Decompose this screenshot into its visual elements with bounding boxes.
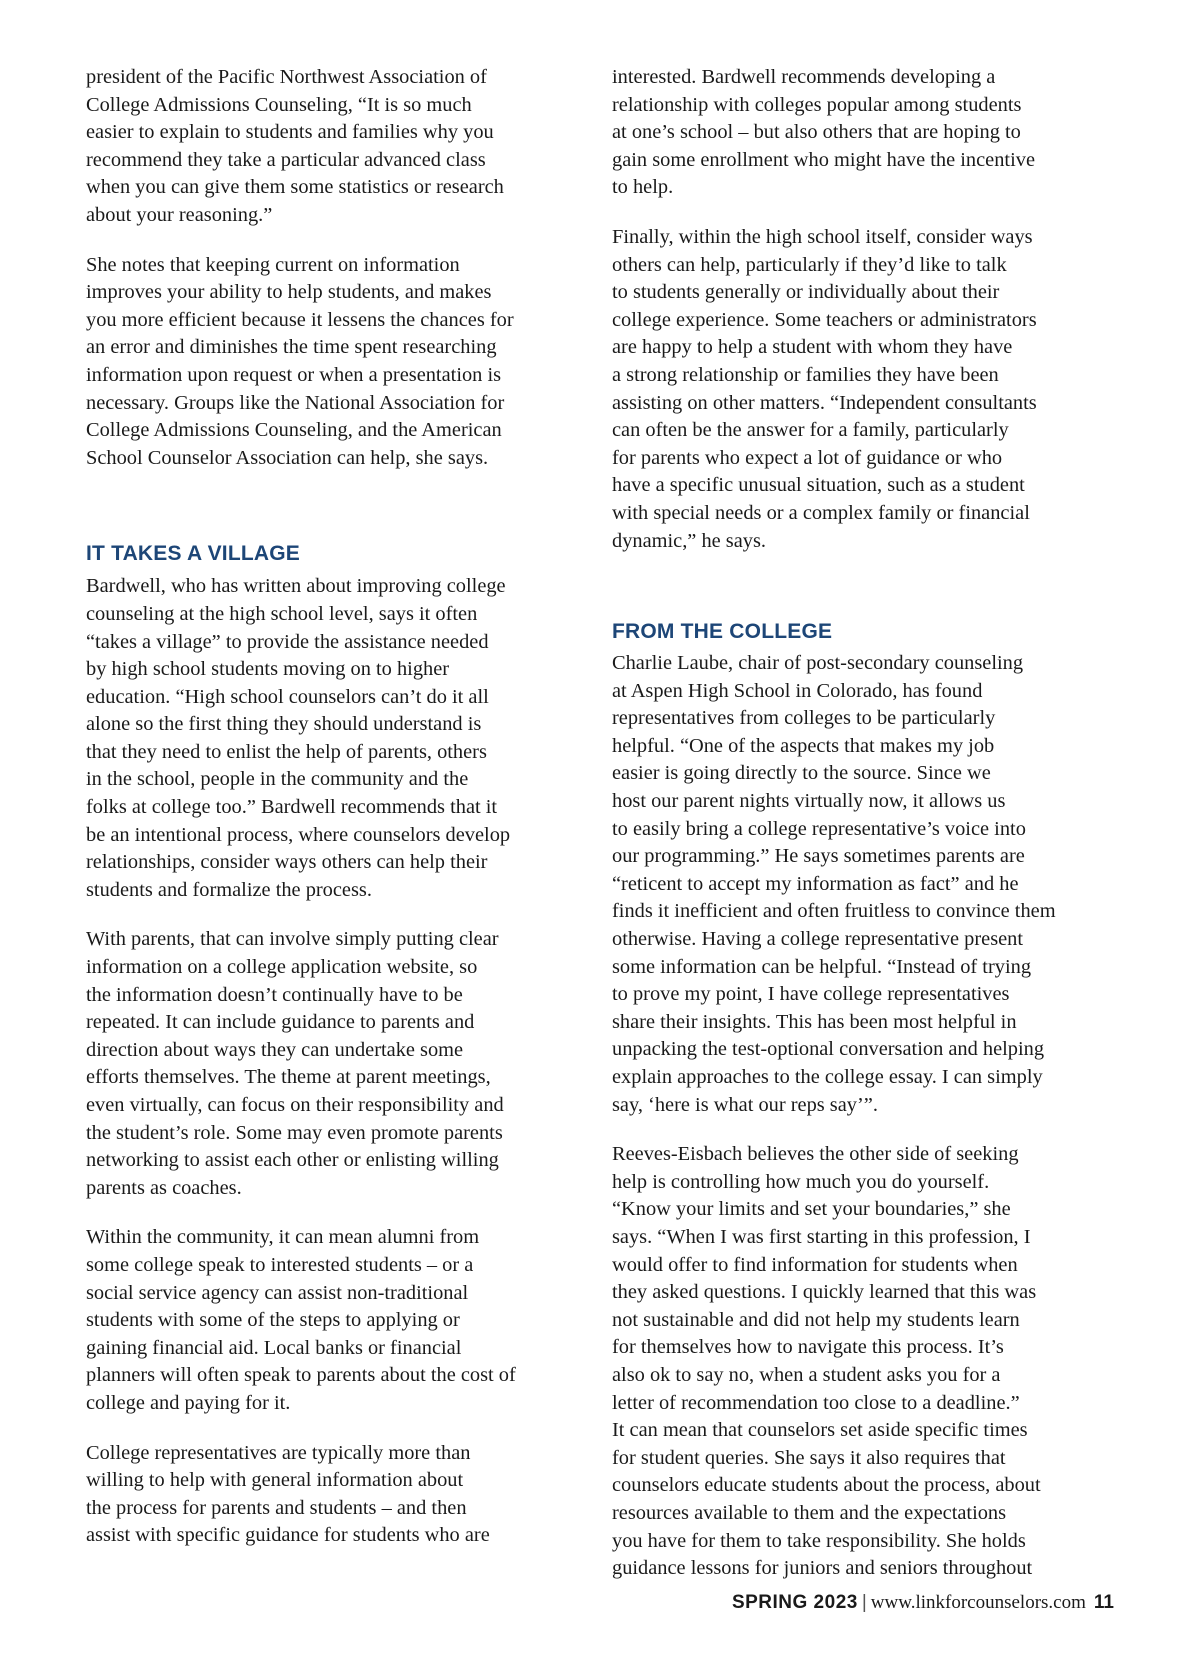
left-paragraph-2: She notes that keeping current on information improves your ability to help students, and makes you more efficient because it lessens the chances for an error and diminishes the time spent researching information upon request or when a presentation is necessary. Groups like the National Association for College Admissions Counseling, and the American School Counselor Association can help, she says. [86, 253, 514, 469]
section-heading-college: FROM THE COLLEGE [612, 620, 833, 644]
left-paragraph-1: president of the Pacific Northwest Association of College Admissions Counseling, “It is so much easier to explain to students and families why you recommend they take a particular advanced class when you can give them some statistics or research about your reasoning.” [86, 66, 504, 226]
left-paragraph-6: College representatives are typically more than willing to help with general information about the process for parents and students – and then assist with specific guidance for students who are [86, 1441, 490, 1547]
issue-season: SPRING 2023 [731, 1592, 858, 1613]
right-paragraph-3: Charlie Laube, chair of post-secondary counseling at Aspen High School in Colorado, has found representatives from colleges to be particularly helpful. “One of the aspects that makes my job easier is going directly to the source. Since we host our parent nights virtually now, it allows us to easily bring a college representative’s voice into our programming.” He says sometimes parents are “reticent to accept my information as fact” and he finds it inefficient and often fruitless to convince them otherwise. Having a college representative present some information can be helpful. “Instead of trying to prove my point, I have college representatives share their insights. This has been most helpful in unpacking the test-optional conversation and helping explain approaches to the college essay. I can simply say, ‘here is what our reps say’”. [612, 652, 1056, 1116]
left-paragraph-3: Bardwell, who has written about improving college counseling at the high school level, says it often “takes a village” to provide the assistance needed by high school students moving on to higher education. “High school counselors can’t do it all alone so the first thing they should understand is that they need to enlist the help of parents, others in the school, people in the community and the folks at college too.” Bardwell recommends that it be an intentional process, where counselors develop relationships, consider ways others can help their students and formalize the process. [86, 575, 511, 901]
left-paragraph-5: Within the community, it can mean alumni from some college speak to interested students – or a social service agency can assist non-traditional students with some of the steps to applying or gaining financial aid. Local banks or financial planners will often speak to parents about the cost of college and paying for it. [86, 1226, 516, 1414]
section-heading-village: IT TAKES A VILLAGE [86, 542, 300, 566]
website-link[interactable]: www.linkforcounselors.com [870, 1592, 1086, 1613]
page-number: 11 [1093, 1592, 1114, 1613]
footer-separator: | [861, 1592, 867, 1613]
page-footer [732, 1592, 1114, 1614]
right-paragraph-1: interested. Bardwell recommends developing a relationship with colleges popular among students at one’s school – but also others that are hoping to gain some enrollment who might have the incentive to help. [612, 66, 1035, 199]
left-paragraph-4: With parents, that can involve simply putting clear information on a college application website, so the information doesn’t continually have to be repeated. It can include guidance to parents and direction about ways they can undertake some efforts themselves. The theme at parent meetings, even virtually, can focus on their responsibility and the student’s role. Some may even promote parents networking to assist each other or enlisting willing parents as coaches. [86, 928, 504, 1199]
right-column [612, 64, 1116, 1583]
right-paragraph-4: Reeves-Eisbach believes the other side of seeking help is controlling how much you do yourself. “Know your limits and set your boundaries,” she says. “When I was first starting in this profession, I would offer to find information for students when they asked questions. I quickly learned that this was not sustainable and did not help my students learn for themselves how to navigate this process. It’s also ok to say no, when a student asks you for a letter of recommendation too close to a deadline.” It can mean that counselors set aside specific times for student queries. She says it also requires that counselors educate students about the process, about resources available to them and the expectations you have for them to take responsibility. She holds guidance lessons for juniors and seniors throughout [612, 1143, 1041, 1580]
left-column [86, 64, 588, 1550]
right-paragraph-2: Finally, within the high school itself, consider ways others can help, particularly if they’d like to talk to students generally or individually about their college experience. Some teachers or administrators are happy to help a student with whom they have a strong relationship or families they have been assisting on other matters. “Independent consultants can often be the answer for a family, particularly for parents who expect a lot of guidance or who have a specific unusual situation, such as a student with special needs or a complex family or financial dynamic,” he says. [612, 225, 1037, 552]
